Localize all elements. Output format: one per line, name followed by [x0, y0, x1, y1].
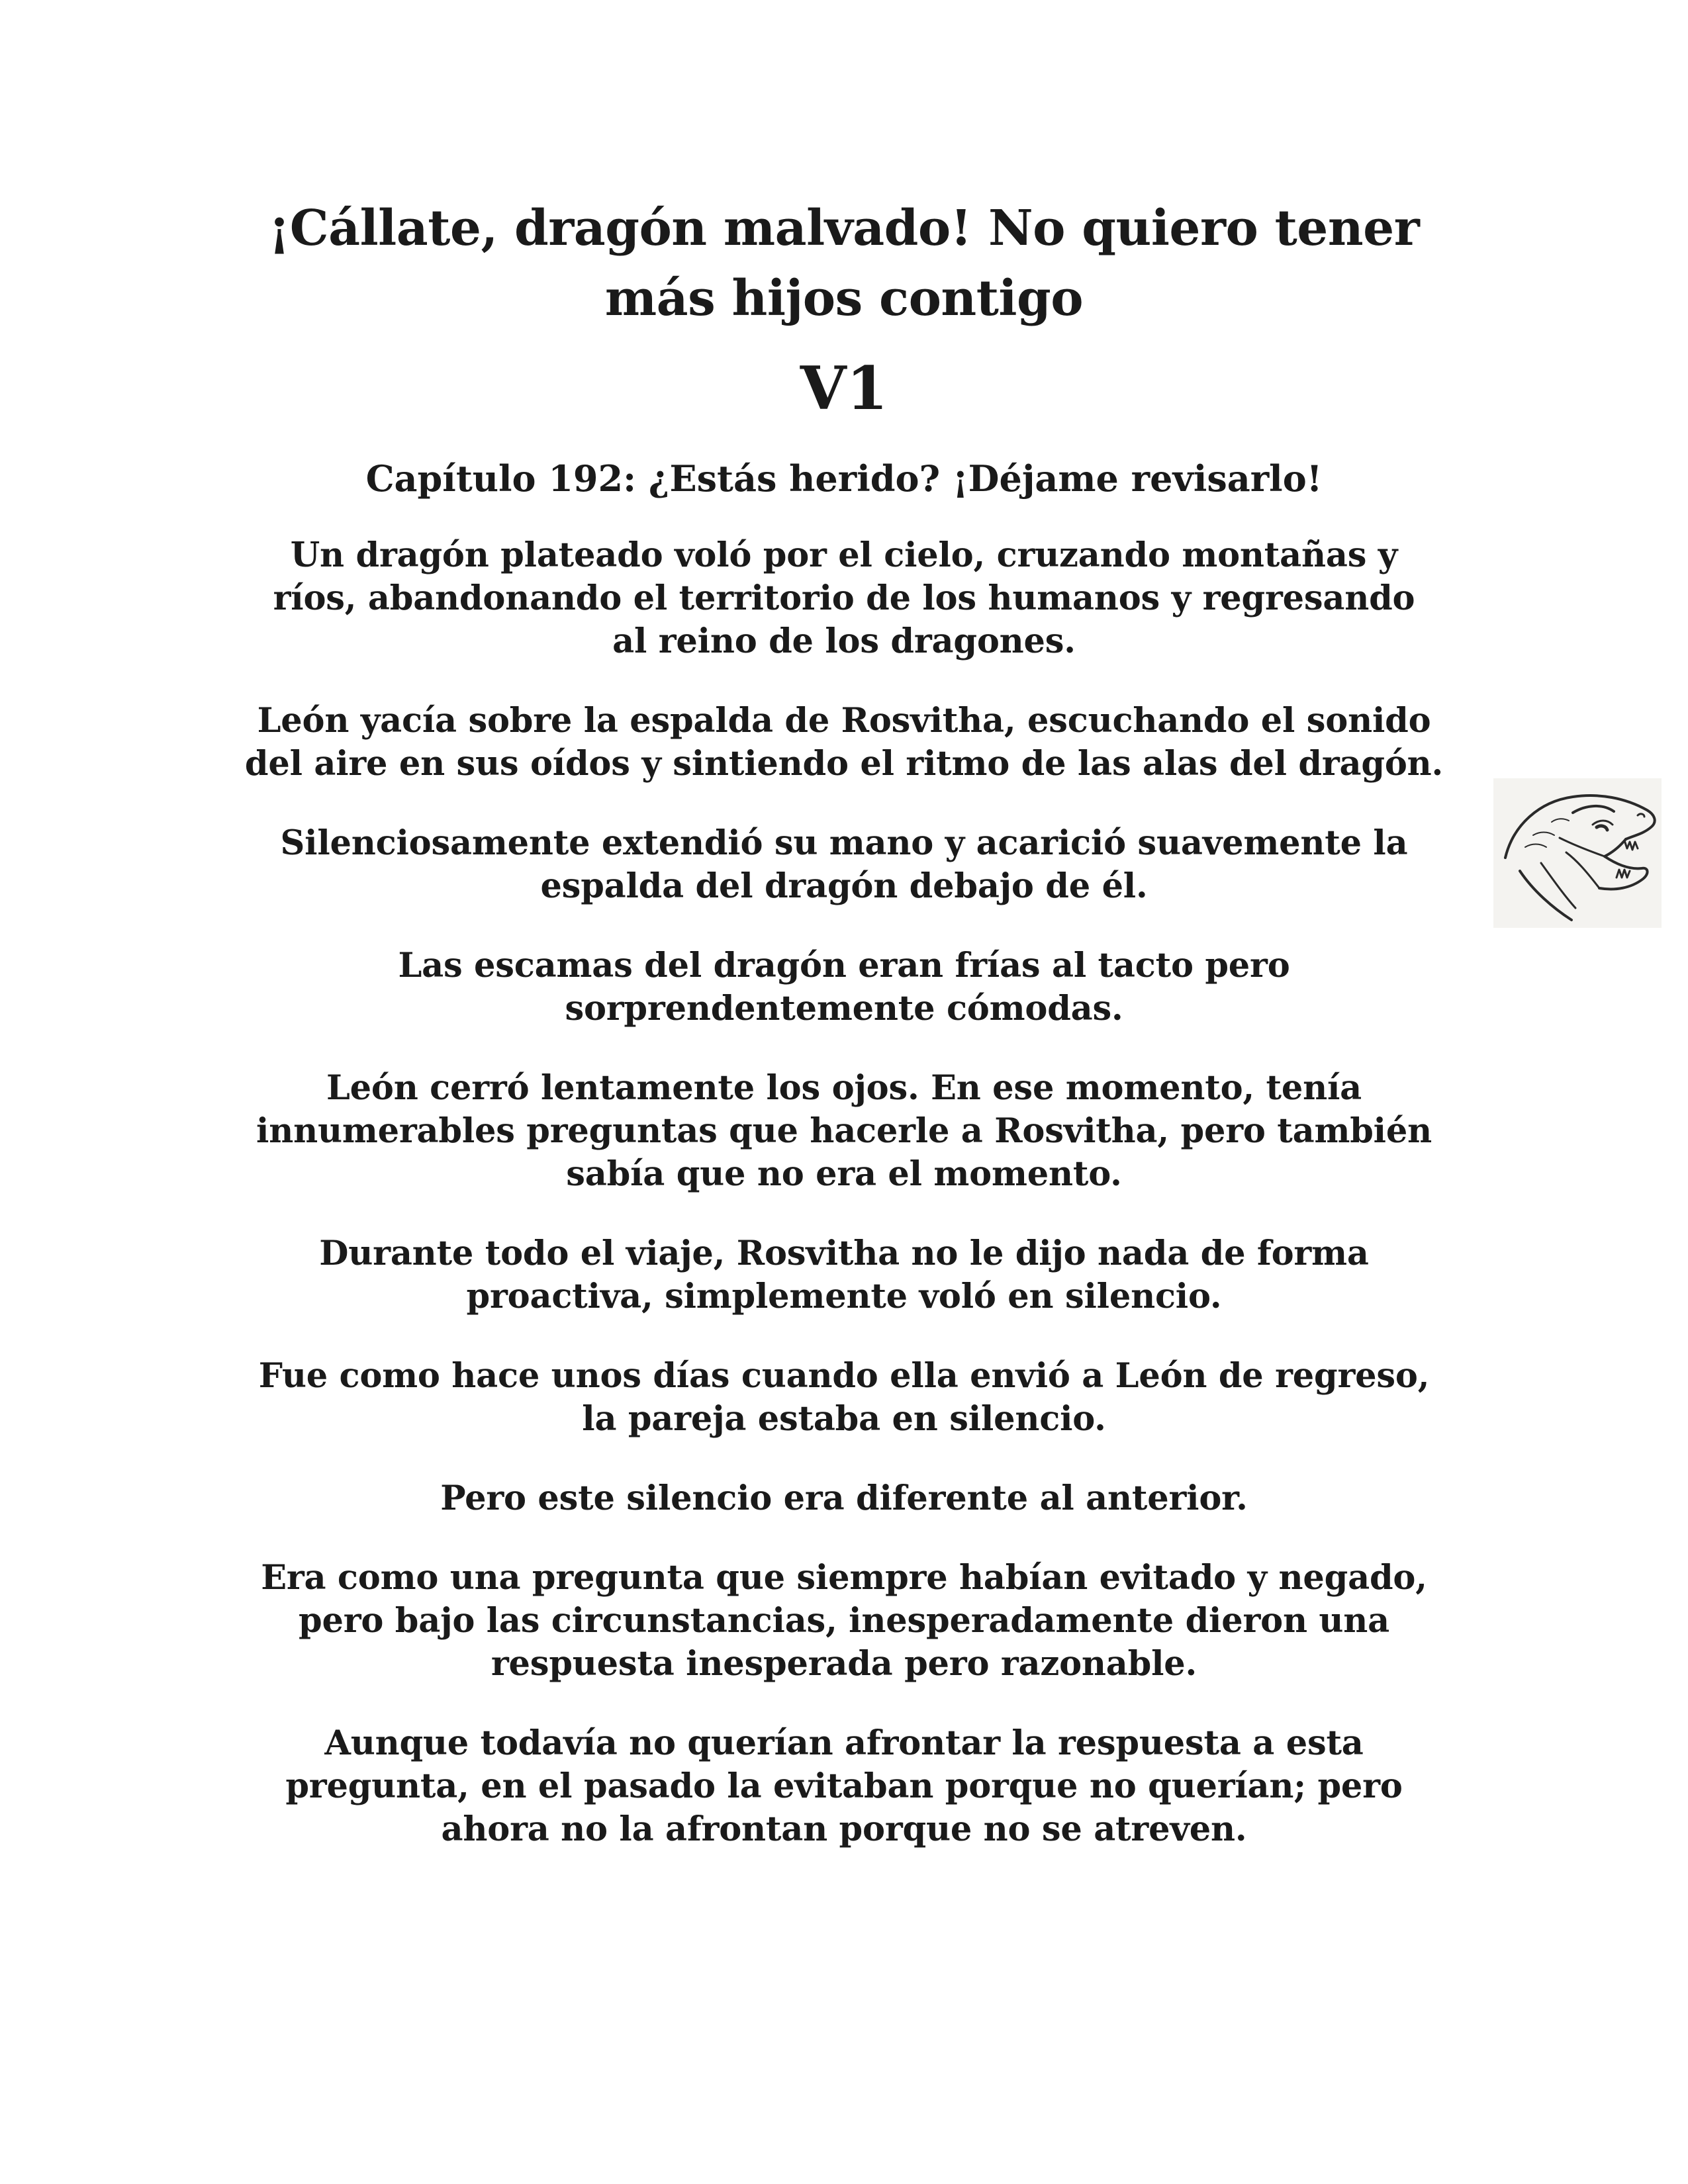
- paragraph-line: Las escamas del dragón eran frías al tacto pero: [398, 946, 1290, 985]
- book-title-line-2: más hijos contigo: [604, 270, 1084, 327]
- paragraph: [218, 822, 1470, 908]
- dinosaur-head-sketch-icon: [1493, 778, 1662, 928]
- volume-label: V1: [800, 353, 888, 424]
- paragraph-line: la pareja estaba en silencio.: [582, 1399, 1106, 1439]
- paragraph: [218, 534, 1470, 663]
- paragraph-line: respuesta inesperada pero razonable.: [491, 1644, 1197, 1684]
- paragraph: [218, 700, 1470, 786]
- paragraph: [218, 1232, 1470, 1318]
- paragraph-line: pregunta, en el pasado la evitaban porque no querían; pero: [285, 1766, 1403, 1806]
- paragraph-line: sorprendentemente cómodas.: [565, 989, 1123, 1028]
- paragraph-line: Era como una pregunta que siempre habían evitado y negado,: [261, 1558, 1427, 1598]
- paragraph-line: León cerró lentamente los ojos. En ese momento, tenía: [326, 1068, 1362, 1108]
- chapter-title: Capítulo 192: ¿Estás herido? ¡Déjame revisarlo!: [365, 457, 1323, 500]
- paragraph: [218, 1355, 1470, 1441]
- paragraph-line: León yacía sobre la espalda de Rosvitha, escuchando el sonido: [257, 701, 1431, 741]
- chapter-body: [218, 534, 1470, 1888]
- paragraph-line: proactiva, simplemente voló en silencio.: [466, 1277, 1222, 1316]
- paragraph-line: ríos, abandonando el territorio de los humanos y regresando: [273, 578, 1415, 618]
- paragraph-line: ahora no la afrontan porque no se atreven.: [441, 1809, 1247, 1849]
- paragraph: [218, 1477, 1470, 1520]
- paragraph-line: pero bajo las circunstancias, inesperadamente dieron una: [299, 1601, 1389, 1641]
- paragraph-line: Aunque todavía no querían afrontar la respuesta a esta: [324, 1723, 1364, 1763]
- paragraph-line: Durante todo el viaje, Rosvitha no le dijo nada de forma: [319, 1234, 1369, 1273]
- paragraph-line: Fue como hace unos días cuando ella envió a León de regreso,: [258, 1356, 1430, 1396]
- paragraph: [218, 1722, 1470, 1851]
- paragraph: [218, 944, 1470, 1030]
- paragraph-line: Silenciosamente extendió su mano y acarició suavemente la: [280, 823, 1408, 863]
- book-title-line-1: ¡Cállate, dragón malvado! No quiero tener: [268, 200, 1420, 257]
- book-title: [199, 193, 1489, 334]
- paragraph-line: del aire en sus oídos y sintiendo el ritmo de las alas del dragón.: [244, 744, 1444, 784]
- paragraph-line: al reino de los dragones.: [612, 621, 1076, 661]
- paragraph-line: espalda del dragón debajo de él.: [540, 866, 1148, 906]
- paragraph-line: Un dragón plateado voló por el cielo, cruzando montañas y: [290, 535, 1398, 575]
- paragraph: [218, 1067, 1470, 1196]
- paragraph-line: innumerables preguntas que hacerle a Rosvitha, pero también: [256, 1111, 1432, 1151]
- paragraph-line: Pero este silencio era diferente al anterior.: [440, 1479, 1248, 1518]
- paragraph: [218, 1557, 1470, 1686]
- paragraph-line: sabía que no era el momento.: [566, 1154, 1122, 1194]
